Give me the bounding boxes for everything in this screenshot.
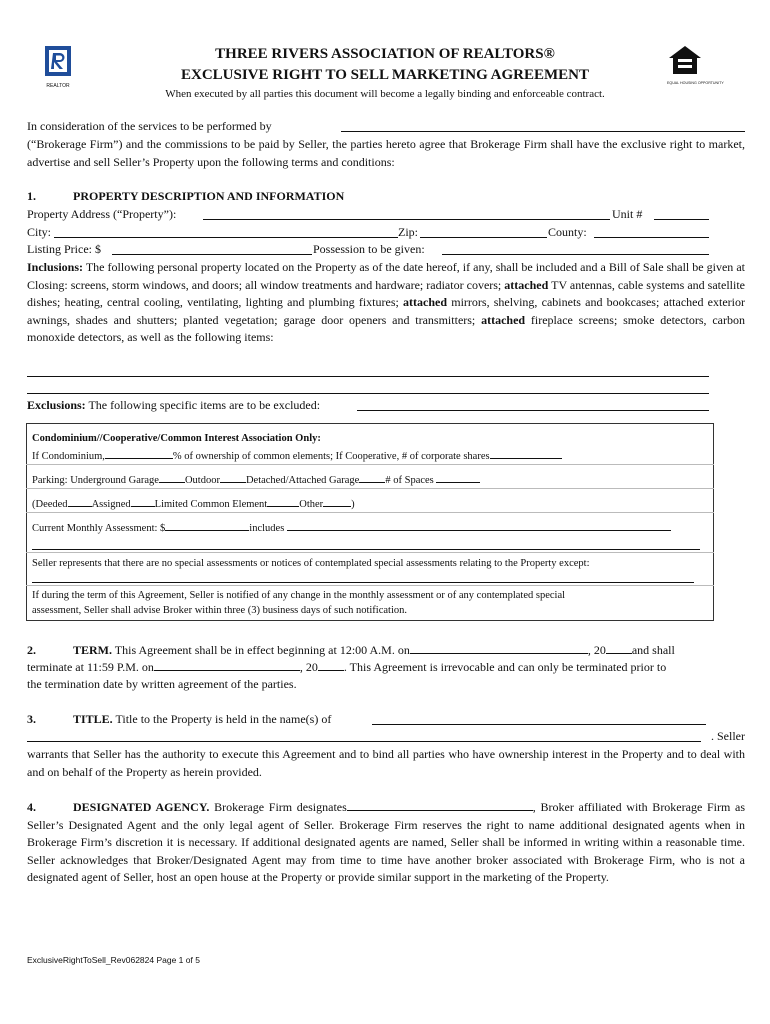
document-title-line2: EXCLUSIVE RIGHT TO SELL MARKETING AGREEMENT [180, 67, 590, 83]
zip-field[interactable] [420, 237, 547, 238]
attached-label3: attached [481, 312, 526, 327]
exclusions-label: Exclusions: [27, 398, 86, 412]
seller-label: . Seller [711, 729, 745, 743]
exclusions-text: The following specific items are to be excluded: [85, 398, 321, 412]
section2-line1 [27, 641, 745, 660]
title-text1: Title to the Property is held in the name(s) of [112, 712, 332, 726]
inclusions-text1: The following personal property located on the Property as of the date hereof, if any, shall be included and a Bill of Sale shall be given at Closing: screens, storm windows, and doors; all window treatments and hardware; radiator covers; [27, 260, 745, 292]
city-field[interactable] [54, 237, 398, 238]
unit-field[interactable] [654, 219, 709, 220]
assigned-label: Assigned [91, 499, 131, 510]
condo-line1 [32, 446, 562, 464]
section1-title: PROPERTY DESCRIPTION AND INFORMATION [73, 189, 345, 203]
spaces-field[interactable] [436, 470, 480, 483]
outdoor-label: Outdoor [184, 475, 220, 486]
includes-field-2[interactable] [32, 549, 700, 550]
section1-number: 1. [27, 189, 36, 203]
possession-field[interactable] [442, 254, 709, 255]
address-label: Property Address (“Property”): [27, 207, 177, 221]
represents-text: Seller represents that there are no special assessments or notices of contemplated special assessments relating to the Property except: [32, 558, 590, 569]
intro-line1 [27, 118, 745, 136]
end-date-field[interactable] [154, 658, 300, 671]
intro-paragraph: (“Brokerage Firm”) and the commissions to be paid by Seller, the parties hereto agree that Brokerage Firm shall have the exclusive right to market, advertise and sell Seller’s Property upon the following terms and conditions: [27, 137, 745, 169]
deeded-label: (Deeded [32, 499, 68, 510]
outdoor-field[interactable] [220, 470, 246, 483]
price-label: Listing Price: $ [27, 242, 101, 256]
box-divider [26, 585, 714, 586]
close-paren: ) [351, 499, 355, 510]
start-year-field[interactable] [606, 641, 632, 654]
term-text7: the termination date by written agreement of the parties. [27, 677, 297, 691]
document-title-line1: THREE RIVERS ASSOCIATION OF REALTORS® [215, 46, 555, 62]
city-label: City: [27, 225, 52, 239]
term-text3: and shall [631, 643, 675, 657]
detached-garage-field[interactable] [359, 470, 385, 483]
section3-number: 3. [27, 712, 36, 726]
notice-line2: assessment, Seller shall advise Broker within three (3) business days of such notification. [32, 605, 408, 616]
inclusions-text2: TV antennas, cable systems and satellite dishes; heating, central cooling, ventilating, lighting and plumbing fixtures; [27, 277, 745, 309]
notice-line1: If during the term of this Agreement, Seller is notified of any change in the monthly assessment or of any contemplated special [32, 590, 566, 601]
start-date-field[interactable] [410, 641, 588, 654]
term-text1: This Agreement shall be in effect beginning at 12:00 A.M. on [112, 643, 410, 657]
title-holders-field-2[interactable] [27, 741, 701, 742]
box-divider [26, 512, 714, 513]
underground-garage-field[interactable] [159, 470, 185, 483]
intro-text1: In consideration of the services to be performed by [27, 119, 272, 133]
attached-label1: attached [504, 277, 549, 292]
listing-price-field[interactable] [112, 254, 312, 255]
brokerage-firm-field[interactable] [341, 131, 745, 132]
designated-agent-field[interactable] [347, 798, 533, 811]
term-text5: , 20 [299, 660, 318, 674]
condo-heading: Condominium//Cooperative/Common Interest Association Only: [32, 433, 321, 444]
term-text2: , 20 [587, 643, 606, 657]
ownership-percent-field[interactable] [105, 446, 173, 459]
section4-paragraph [27, 798, 745, 887]
deeded-line [32, 494, 355, 512]
section4-number: 4. [27, 800, 36, 814]
assessment-label: Current Monthly Assessment: $ [32, 523, 166, 534]
box-divider [26, 464, 714, 465]
inclusions-items-field-2[interactable] [27, 393, 709, 394]
document-subtitle: When executed by all parties this document will become a legally binding and enforceable contract. [165, 88, 605, 100]
includes-label: includes [249, 523, 285, 534]
parking-line [32, 470, 480, 488]
condo-label: If Condominium, [32, 451, 105, 462]
zip-label: Zip: [398, 225, 418, 239]
attached-label2: attached [403, 295, 448, 309]
box-divider [26, 552, 714, 553]
other-label: Other [299, 499, 324, 510]
term-text4: terminate at 11:59 P.M. on [27, 660, 154, 674]
exclusions-line [27, 397, 745, 415]
title-holders-field[interactable] [372, 724, 706, 725]
inclusions-text3: mirrors, shelving, cabinets and bookcases; attached exterior awnings, shades and shutters; planted vegetation; garage door openers and transmitters; [27, 295, 745, 327]
section2-line2 [27, 658, 745, 677]
deeded-field[interactable] [68, 494, 92, 507]
title-paragraph: warrants that Seller has the authority to execute this Agreement and to bind all parties who have ownership interest in the Property and to deal with and on behalf of the Property as herein provided. [27, 747, 745, 779]
inclusions-text4: fireplace screens; smoke detectors, carbon monoxide detectors, as well as the following items: [27, 312, 746, 344]
section1-heading [27, 188, 745, 206]
page-footer: ExclusiveRightToSell_Rev062824 Page 1 of 5 [27, 955, 200, 965]
section3-line1 [27, 711, 745, 729]
unit-label: Unit # [612, 207, 643, 221]
inclusions-label: Inclusions: [27, 260, 84, 274]
county-field[interactable] [594, 237, 709, 238]
eho-logo-text: EQUAL HOUSING OPPORTUNITY [667, 81, 724, 85]
inclusions-paragraph [27, 259, 745, 347]
limited-label: Limited Common Element [154, 499, 268, 510]
section2-number: 2. [27, 643, 36, 657]
possession-label: Possession to be given: [313, 242, 425, 256]
section3-title: TITLE. [73, 712, 113, 726]
detached-label: Detached/Attached Garage [245, 475, 360, 486]
end-year-field[interactable] [318, 658, 344, 671]
ownership-text: % of ownership of common elements; If Cooperative, # of corporate shares [172, 451, 490, 462]
box-divider [26, 488, 714, 489]
county-label: County: [548, 225, 587, 239]
realtor-logo-text: REALTOR [46, 83, 70, 89]
includes-field[interactable] [287, 518, 671, 531]
inclusions-items-field-1[interactable] [27, 376, 709, 377]
agency-text1: Brokerage Firm designates [209, 800, 347, 814]
exclusions-field[interactable] [357, 410, 709, 411]
assessment-line [32, 518, 671, 536]
other-field[interactable] [323, 494, 351, 507]
corporate-shares-field[interactable] [490, 446, 562, 459]
spaces-label: # of Spaces [385, 475, 434, 486]
section4-title: DESIGNATED AGENCY. [73, 800, 210, 814]
term-text6: . This Agreement is irrevocable and can only be terminated prior to [343, 660, 667, 674]
special-assessments-field[interactable] [32, 582, 694, 583]
limited-common-field[interactable] [267, 494, 299, 507]
section2-title: TERM. [73, 643, 112, 657]
agency-text2: , Broker affiliated with Brokerage Firm as Seller’s Designated Agent and the only legal agent of Seller. Brokerage Firm reserves the right to name additional designated agents when in Brokerage Firm’s discretion it is necessary. If additional designated agents are named, Seller shall be informed in writing within a reasonable time. Seller acknowledges that Broker/Designated Agent may from time to time have another broker associated with Brokerage Firm, who is not a designated agent of Seller, host an open house at the Property or provide similar support in the marketing of the Property. [27, 800, 746, 884]
parking-label: Parking: Underground Garage [32, 475, 159, 486]
assigned-field[interactable] [131, 494, 155, 507]
assessment-field[interactable] [165, 518, 249, 531]
property-address-field[interactable] [203, 219, 610, 220]
